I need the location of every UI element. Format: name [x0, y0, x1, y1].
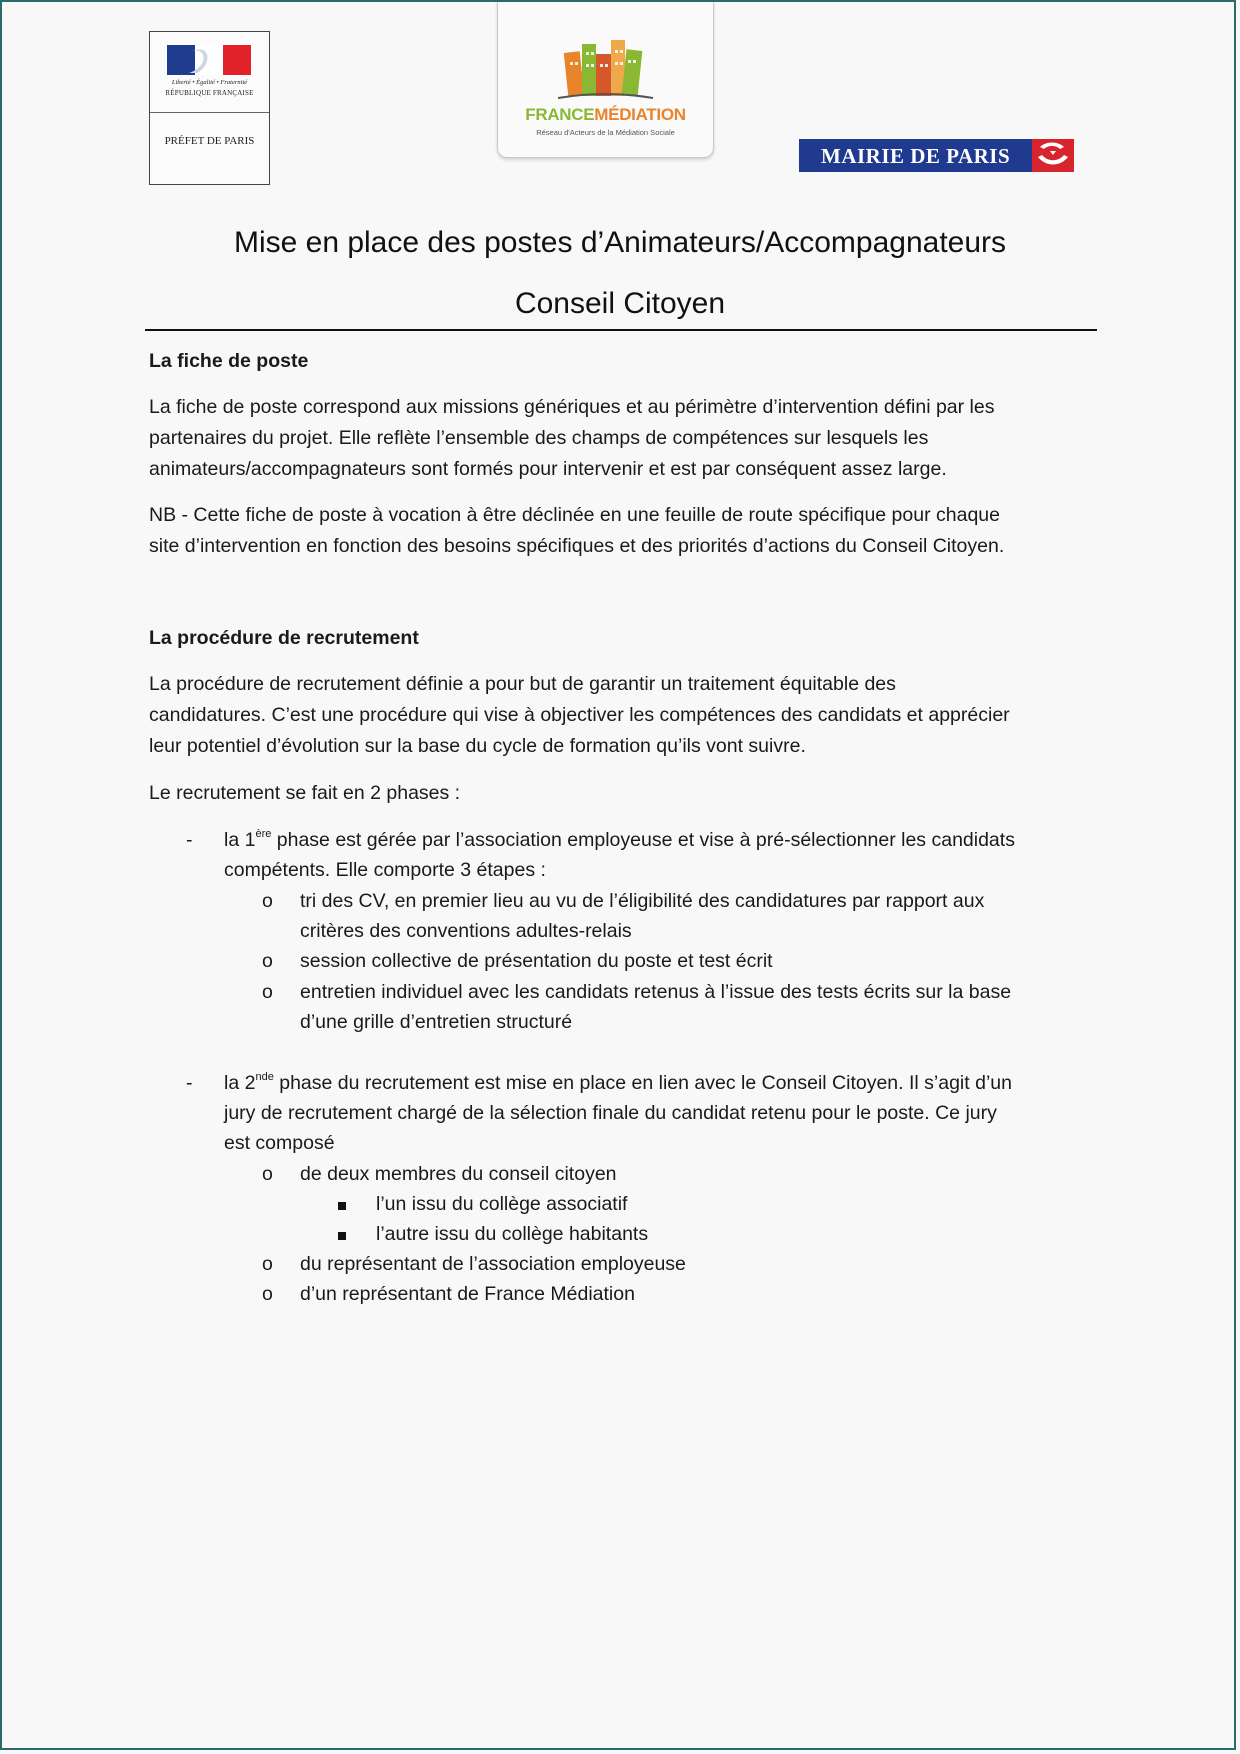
circle-bullet: o: [262, 1163, 273, 1185]
jury-sub-associatif: l’un issu du collège associatif: [376, 1193, 628, 1215]
prefet-label: PRÉFET DE PARIS: [164, 135, 255, 147]
paragraph-nb: [149, 500, 1089, 562]
section-heading-fiche-de-poste: La fiche de poste: [149, 350, 309, 372]
square-bullet: [338, 1189, 346, 1219]
paragraph-fiche-description: [149, 392, 1089, 485]
text-line: animateurs/accompagnateurs sont formés pour intervenir et est par conséquent assez large.: [149, 458, 947, 480]
phase-1-step-cv: tri des CV, en premier lieu au vu de l’éligibilité des candidatures par rapport aux critères des conventions adultes-relais: [300, 890, 985, 942]
title-divider: [145, 329, 1097, 331]
text-line: La procédure de recrutement définie a pour but de garantir un traitement équitable des: [149, 673, 896, 695]
dash-bullet: -: [186, 1072, 193, 1094]
text-line: NB - Cette fiche de poste à vocation à être déclinée en une feuille de route spécifique pour chaque: [149, 504, 1000, 526]
text-line: La fiche de poste correspond aux missions génériques et au périmètre d’intervention défini par les: [149, 396, 995, 418]
marianne-emblem: [150, 32, 269, 113]
jury-member-conseil: de deux membres du conseil citoyen: [300, 1163, 617, 1185]
paragraph-procedure-description: [149, 669, 1089, 762]
circle-bullet: o: [262, 950, 273, 972]
document-title-line-2: Conseil Citoyen: [514, 287, 726, 320]
document-title-line-1: Mise en place des postes d’Animateurs/Accompagnateurs: [233, 226, 1007, 259]
mairie-de-paris-logo: [799, 139, 1074, 172]
dash-bullet: -: [186, 829, 193, 851]
france-mediation-logo: [497, 2, 714, 158]
circle-bullet: o: [262, 1253, 273, 1275]
phase-1-item: la 1ère phase est gérée par l’association employeuse et vise à pré-sélectionner les candidats compétents. Elle comporte 3 étapes :: [224, 827, 1015, 881]
recruitment-phases-intro: Le recrutement se fait en 2 phases :: [149, 782, 461, 804]
circle-bullet: o: [262, 1283, 273, 1305]
section-heading-procedure-recrutement: La procédure de recrutement: [149, 627, 419, 649]
jury-member-france-mediation: d’un représentant de France Médiation: [300, 1283, 635, 1305]
french-flag-icon: [167, 45, 251, 75]
text-line: partenaires du projet. Elle reflète l’ensemble des champs de compétences sur lesquels les: [149, 427, 929, 449]
france-mediation-name: FRANCEMÉDIATION: [525, 105, 686, 124]
jury-sub-habitants: l’autre issu du collège habitants: [376, 1223, 649, 1245]
mairie-de-paris-label: MAIRIE DE PARIS: [821, 144, 1011, 168]
circle-bullet: o: [262, 981, 273, 1003]
republic-motto: Liberté • Égalité • Fraternité: [171, 79, 248, 86]
text-line: leur potentiel d’évolution sur la base du cycle de formation qu’ils vont suivre.: [149, 735, 806, 757]
republique-francaise-label: RÉPUBLIQUE FRANÇAISE: [165, 89, 254, 97]
phase-1-step-session: session collective de présentation du poste et test écrit: [300, 950, 773, 972]
circle-bullet: o: [262, 890, 273, 912]
square-bullet: [338, 1219, 346, 1249]
france-mediation-tagline: Réseau d'Acteurs de la Médiation Sociale: [536, 128, 675, 137]
text-line: site d’intervention en fonction des besoins spécifiques et des priorités d’actions du Conseil Citoyen.: [149, 535, 1005, 557]
prefet-de-paris-logo: [149, 31, 270, 185]
buildings-icon: [558, 38, 653, 100]
paris-ship-icon: [1032, 139, 1074, 172]
phase-1-step-entretien: entretien individuel avec les candidats retenus à l’issue des tests écrits sur la base d’une grille d’entretien structuré: [300, 981, 1012, 1033]
text-line: candidatures. C’est une procédure qui vise à objectiver les compétences des candidats et apprécier: [149, 704, 1010, 726]
phase-2-item: la 2nde phase du recrutement est mise en place en lien avec le Conseil Citoyen. Il s’agit d’un jury de recrutement chargé de la sélection finale du candidat retenu pour le poste. Ce jury est composé: [224, 1070, 1012, 1154]
jury-member-association: du représentant de l’association employeuse: [300, 1253, 686, 1275]
